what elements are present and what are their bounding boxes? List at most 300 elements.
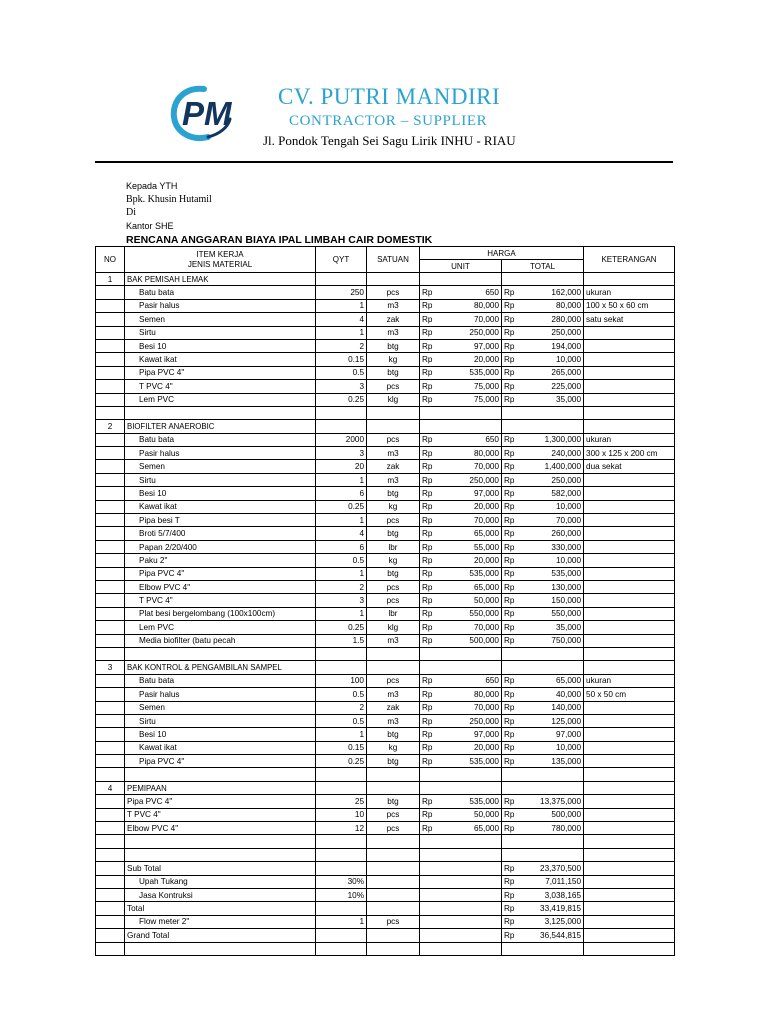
currency-total: Rp: [502, 714, 518, 727]
recipient-salutation: Kepada YTH: [126, 181, 178, 191]
total-price: 125,000: [518, 714, 584, 727]
quantity: 0.5: [316, 688, 367, 701]
note: [584, 540, 675, 553]
note: ukuran: [584, 286, 675, 299]
row-number: [96, 514, 125, 527]
quantity: [316, 942, 367, 955]
row-number: [96, 313, 125, 326]
item-name: T PVC 4": [125, 380, 316, 393]
table-row: [96, 326, 675, 339]
table-row: [96, 929, 675, 942]
table-row: [96, 353, 675, 366]
note: [584, 942, 675, 955]
item-name: Semen: [125, 701, 316, 714]
item-name: Kawat ikat: [125, 741, 316, 754]
note: [584, 862, 675, 875]
total-price: 260,000: [518, 527, 584, 540]
table-row: [96, 634, 675, 647]
total-price: [518, 661, 584, 674]
quantity: 4: [316, 313, 367, 326]
header-qty: QYT: [316, 247, 367, 273]
row-number: 1: [96, 273, 125, 286]
item-name: PEMIPAAN: [125, 781, 316, 794]
table-row: [96, 540, 675, 553]
note: [584, 366, 675, 379]
table-row: [96, 500, 675, 513]
unit-price: [436, 902, 502, 915]
section-row: [96, 273, 675, 286]
currency-unit: Rp: [420, 621, 436, 634]
unit: kg: [367, 500, 420, 513]
row-number: [96, 822, 125, 835]
currency-unit: Rp: [420, 822, 436, 835]
currency-total: Rp: [502, 929, 518, 942]
unit: [367, 661, 420, 674]
note: [584, 768, 675, 781]
header-harga: HARGA: [420, 247, 584, 260]
quantity: [316, 862, 367, 875]
quantity: [316, 929, 367, 942]
unit-price: 500,000: [436, 634, 502, 647]
item-name: Besi 10: [125, 487, 316, 500]
table-row: [96, 580, 675, 593]
total-price: [518, 647, 584, 660]
unit-price: [436, 835, 502, 848]
unit: klg: [367, 393, 420, 406]
total-price: [518, 768, 584, 781]
note: ukuran: [584, 674, 675, 687]
table-row: [96, 380, 675, 393]
total-price: 36,544,815: [518, 929, 584, 942]
note: [584, 755, 675, 768]
unit-price: 80,000: [436, 447, 502, 460]
row-number: [96, 808, 125, 821]
note: [584, 741, 675, 754]
unit-price: 20,000: [436, 741, 502, 754]
item-name: [125, 768, 316, 781]
item-name: Broti 5/7/400: [125, 527, 316, 540]
row-number: [96, 540, 125, 553]
unit: pcs: [367, 380, 420, 393]
item-name: Total: [125, 902, 316, 915]
unit: [367, 942, 420, 955]
item-name: Lem PVC: [125, 393, 316, 406]
note: [584, 634, 675, 647]
item-name: [125, 835, 316, 848]
currency-unit: Rp: [420, 714, 436, 727]
note: [584, 326, 675, 339]
note: [584, 273, 675, 286]
currency-unit: Rp: [420, 433, 436, 446]
unit-price: [436, 647, 502, 660]
table-row: [96, 313, 675, 326]
currency-unit: [420, 768, 436, 781]
unit-price: 97,000: [436, 487, 502, 500]
note: [584, 822, 675, 835]
row-number: [96, 380, 125, 393]
unit-price: 70,000: [436, 701, 502, 714]
note: [584, 406, 675, 419]
note: satu sekat: [584, 313, 675, 326]
total-price: 1,400,000: [518, 460, 584, 473]
unit: pcs: [367, 808, 420, 821]
currency-total: [502, 647, 518, 660]
currency-unit: Rp: [420, 353, 436, 366]
header-item-line1: ITEM KERJA: [196, 249, 244, 259]
currency-unit: Rp: [420, 634, 436, 647]
blank-row: [96, 406, 675, 419]
quantity: 25: [316, 795, 367, 808]
currency-unit: Rp: [420, 728, 436, 741]
table-row: [96, 755, 675, 768]
unit: btg: [367, 366, 420, 379]
row-number: [96, 487, 125, 500]
table-row: [96, 875, 675, 888]
currency-unit: [420, 888, 436, 901]
total-price: 65,000: [518, 674, 584, 687]
item-name: Pasir halus: [125, 447, 316, 460]
unit-price: 50,000: [436, 594, 502, 607]
note: [584, 473, 675, 486]
currency-unit: [420, 661, 436, 674]
row-number: [96, 835, 125, 848]
currency-unit: Rp: [420, 755, 436, 768]
total-price: 3,038,165: [518, 888, 584, 901]
currency-unit: Rp: [420, 741, 436, 754]
item-name: Upah Tukang: [125, 875, 316, 888]
unit-price: [436, 929, 502, 942]
row-number: [96, 674, 125, 687]
item-name: BIOFILTER ANAEROBIC: [125, 420, 316, 433]
total-price: [518, 420, 584, 433]
header-unit: SATUAN: [367, 247, 420, 273]
row-number: [96, 688, 125, 701]
row-number: [96, 848, 125, 861]
blank-row: [96, 647, 675, 660]
item-name: Plat besi bergelombang (100x100cm): [125, 607, 316, 620]
section-row: [96, 420, 675, 433]
unit-price: 97,000: [436, 339, 502, 352]
quantity: 3: [316, 380, 367, 393]
quantity: 0.25: [316, 621, 367, 634]
unit: pcs: [367, 674, 420, 687]
total-price: 500,000: [518, 808, 584, 821]
quantity: [316, 835, 367, 848]
unit: [367, 862, 420, 875]
quantity: 1: [316, 326, 367, 339]
quantity: 250: [316, 286, 367, 299]
recipient-di: Di: [126, 207, 136, 218]
item-name: T PVC 4": [125, 594, 316, 607]
note: [584, 500, 675, 513]
item-name: Sub Total: [125, 862, 316, 875]
row-number: [96, 447, 125, 460]
unit: [367, 273, 420, 286]
currency-total: [502, 661, 518, 674]
item-name: [125, 647, 316, 660]
unit: pcs: [367, 594, 420, 607]
currency-unit: [420, 902, 436, 915]
table-row: [96, 473, 675, 486]
row-number: [96, 286, 125, 299]
note: [584, 487, 675, 500]
note: [584, 915, 675, 928]
currency-unit: [420, 420, 436, 433]
unit: m3: [367, 299, 420, 312]
note: [584, 567, 675, 580]
unit-price: 65,000: [436, 822, 502, 835]
row-number: [96, 741, 125, 754]
currency-total: Rp: [502, 634, 518, 647]
unit-price: [436, 888, 502, 901]
item-name: Batu bata: [125, 433, 316, 446]
item-name: Pipa PVC 4": [125, 366, 316, 379]
table-row: [96, 514, 675, 527]
quantity: 3: [316, 594, 367, 607]
total-price: 10,000: [518, 500, 584, 513]
table-row: [96, 688, 675, 701]
table-row: [96, 594, 675, 607]
currency-total: Rp: [502, 875, 518, 888]
total-price: 250,000: [518, 473, 584, 486]
note: [584, 607, 675, 620]
currency-total: [502, 420, 518, 433]
document-title: RENCANA ANGGARAN BIAYA IPAL LIMBAH CAIR DOMESTIK: [126, 234, 433, 246]
quantity: 1: [316, 728, 367, 741]
total-price: 35,000: [518, 393, 584, 406]
table-row: [96, 607, 675, 620]
unit: [367, 835, 420, 848]
unit-price: [436, 862, 502, 875]
currency-unit: Rp: [420, 487, 436, 500]
unit: pcs: [367, 822, 420, 835]
currency-total: Rp: [502, 567, 518, 580]
note: [584, 701, 675, 714]
total-price: 162,000: [518, 286, 584, 299]
note: 100 x 50 x 60 cm: [584, 299, 675, 312]
item-name: Lem PVC: [125, 621, 316, 634]
row-number: [96, 607, 125, 620]
note: [584, 514, 675, 527]
currency-unit: Rp: [420, 540, 436, 553]
company-logo: [170, 83, 246, 143]
unit: [367, 647, 420, 660]
currency-total: Rp: [502, 286, 518, 299]
unit-price: 70,000: [436, 313, 502, 326]
unit-price: [436, 875, 502, 888]
currency-total: [502, 942, 518, 955]
note: dua sekat: [584, 460, 675, 473]
row-number: 4: [96, 781, 125, 794]
row-number: [96, 875, 125, 888]
total-price: [518, 406, 584, 419]
row-number: [96, 554, 125, 567]
row-number: [96, 755, 125, 768]
unit: pcs: [367, 915, 420, 928]
total-price: 265,000: [518, 366, 584, 379]
unit: kg: [367, 741, 420, 754]
table-row: [96, 286, 675, 299]
unit: zak: [367, 701, 420, 714]
item-name: Pipa PVC 4": [125, 795, 316, 808]
unit: btg: [367, 795, 420, 808]
currency-unit: Rp: [420, 366, 436, 379]
quantity: 3: [316, 447, 367, 460]
unit-price: [436, 915, 502, 928]
currency-unit: [420, 942, 436, 955]
unit-price: 650: [436, 286, 502, 299]
note: [584, 781, 675, 794]
row-number: [96, 473, 125, 486]
row-number: [96, 888, 125, 901]
currency-unit: Rp: [420, 607, 436, 620]
unit-price: 75,000: [436, 380, 502, 393]
quantity: 6: [316, 540, 367, 553]
note: [584, 661, 675, 674]
unit-price: 535,000: [436, 755, 502, 768]
currency-unit: Rp: [420, 567, 436, 580]
currency-total: [502, 835, 518, 848]
total-price: 330,000: [518, 540, 584, 553]
quantity: 100: [316, 674, 367, 687]
currency-total: Rp: [502, 674, 518, 687]
unit: [367, 902, 420, 915]
table-row: [96, 915, 675, 928]
unit: m3: [367, 688, 420, 701]
unit-price: 50,000: [436, 808, 502, 821]
quantity: 0.15: [316, 353, 367, 366]
total-price: [518, 781, 584, 794]
unit-price: [436, 406, 502, 419]
section-row: [96, 661, 675, 674]
table-row: [96, 822, 675, 835]
unit-price: [436, 273, 502, 286]
unit-price: [436, 781, 502, 794]
quantity: 1: [316, 915, 367, 928]
quantity: 2: [316, 580, 367, 593]
currency-total: Rp: [502, 755, 518, 768]
currency-unit: [420, 273, 436, 286]
unit: [367, 848, 420, 861]
unit-price: 650: [436, 674, 502, 687]
row-number: [96, 500, 125, 513]
unit-price: 70,000: [436, 460, 502, 473]
quantity: 30%: [316, 875, 367, 888]
row-number: [96, 768, 125, 781]
quantity: 4: [316, 527, 367, 540]
unit: lbr: [367, 540, 420, 553]
unit-price: 65,000: [436, 527, 502, 540]
unit: kg: [367, 554, 420, 567]
total-price: [518, 942, 584, 955]
quantity: 6: [316, 487, 367, 500]
currency-total: Rp: [502, 393, 518, 406]
item-name: T PVC 4": [125, 808, 316, 821]
currency-total: Rp: [502, 313, 518, 326]
currency-unit: [420, 835, 436, 848]
table-row: [96, 888, 675, 901]
total-price: 23,370,500: [518, 862, 584, 875]
unit: btg: [367, 728, 420, 741]
currency-unit: Rp: [420, 393, 436, 406]
unit: klg: [367, 621, 420, 634]
row-number: [96, 366, 125, 379]
row-number: [96, 902, 125, 915]
row-number: 2: [96, 420, 125, 433]
currency-total: Rp: [502, 741, 518, 754]
item-name: Papan 2/20/400: [125, 540, 316, 553]
quantity: 1: [316, 514, 367, 527]
currency-total: Rp: [502, 366, 518, 379]
item-name: Kawat ikat: [125, 500, 316, 513]
currency-total: Rp: [502, 380, 518, 393]
row-number: [96, 299, 125, 312]
header-note: KETERANGAN: [584, 247, 675, 273]
currency-unit: Rp: [420, 286, 436, 299]
currency-unit: [420, 647, 436, 660]
quantity: 1.5: [316, 634, 367, 647]
quantity: [316, 768, 367, 781]
currency-total: Rp: [502, 487, 518, 500]
currency-unit: [420, 848, 436, 861]
total-price: 40,000: [518, 688, 584, 701]
item-name: Paku 2": [125, 554, 316, 567]
item-name: Besi 10: [125, 728, 316, 741]
unit: [367, 420, 420, 433]
total-price: 250,000: [518, 326, 584, 339]
note: [584, 728, 675, 741]
header-item-line2: JENIS MATERIAL: [187, 259, 253, 269]
currency-total: Rp: [502, 447, 518, 460]
row-number: 3: [96, 661, 125, 674]
currency-total: Rp: [502, 701, 518, 714]
currency-total: Rp: [502, 915, 518, 928]
quantity: 0.5: [316, 554, 367, 567]
currency-unit: [420, 406, 436, 419]
item-name: BAK KONTROL & PENGAMBILAN SAMPEL: [125, 661, 316, 674]
currency-unit: [420, 862, 436, 875]
currency-unit: Rp: [420, 808, 436, 821]
currency-total: Rp: [502, 808, 518, 821]
item-name: Batu bata: [125, 286, 316, 299]
total-price: [518, 848, 584, 861]
currency-unit: Rp: [420, 514, 436, 527]
total-price: 130,000: [518, 580, 584, 593]
total-price: [518, 273, 584, 286]
currency-total: Rp: [502, 460, 518, 473]
note: [584, 848, 675, 861]
table-row: [96, 339, 675, 352]
total-price: 240,000: [518, 447, 584, 460]
unit: [367, 781, 420, 794]
currency-total: Rp: [502, 500, 518, 513]
currency-total: [502, 768, 518, 781]
unit: pcs: [367, 433, 420, 446]
total-price: 780,000: [518, 822, 584, 835]
currency-unit: [420, 875, 436, 888]
header-unit-price: UNIT: [420, 260, 502, 273]
row-number: [96, 714, 125, 727]
quantity: 0.25: [316, 755, 367, 768]
quantity: [316, 273, 367, 286]
currency-total: Rp: [502, 607, 518, 620]
total-price: 280,000: [518, 313, 584, 326]
total-price: 582,000: [518, 487, 584, 500]
unit-price: 65,000: [436, 580, 502, 593]
table-row: [96, 674, 675, 687]
unit-price: 535,000: [436, 366, 502, 379]
note: [584, 380, 675, 393]
